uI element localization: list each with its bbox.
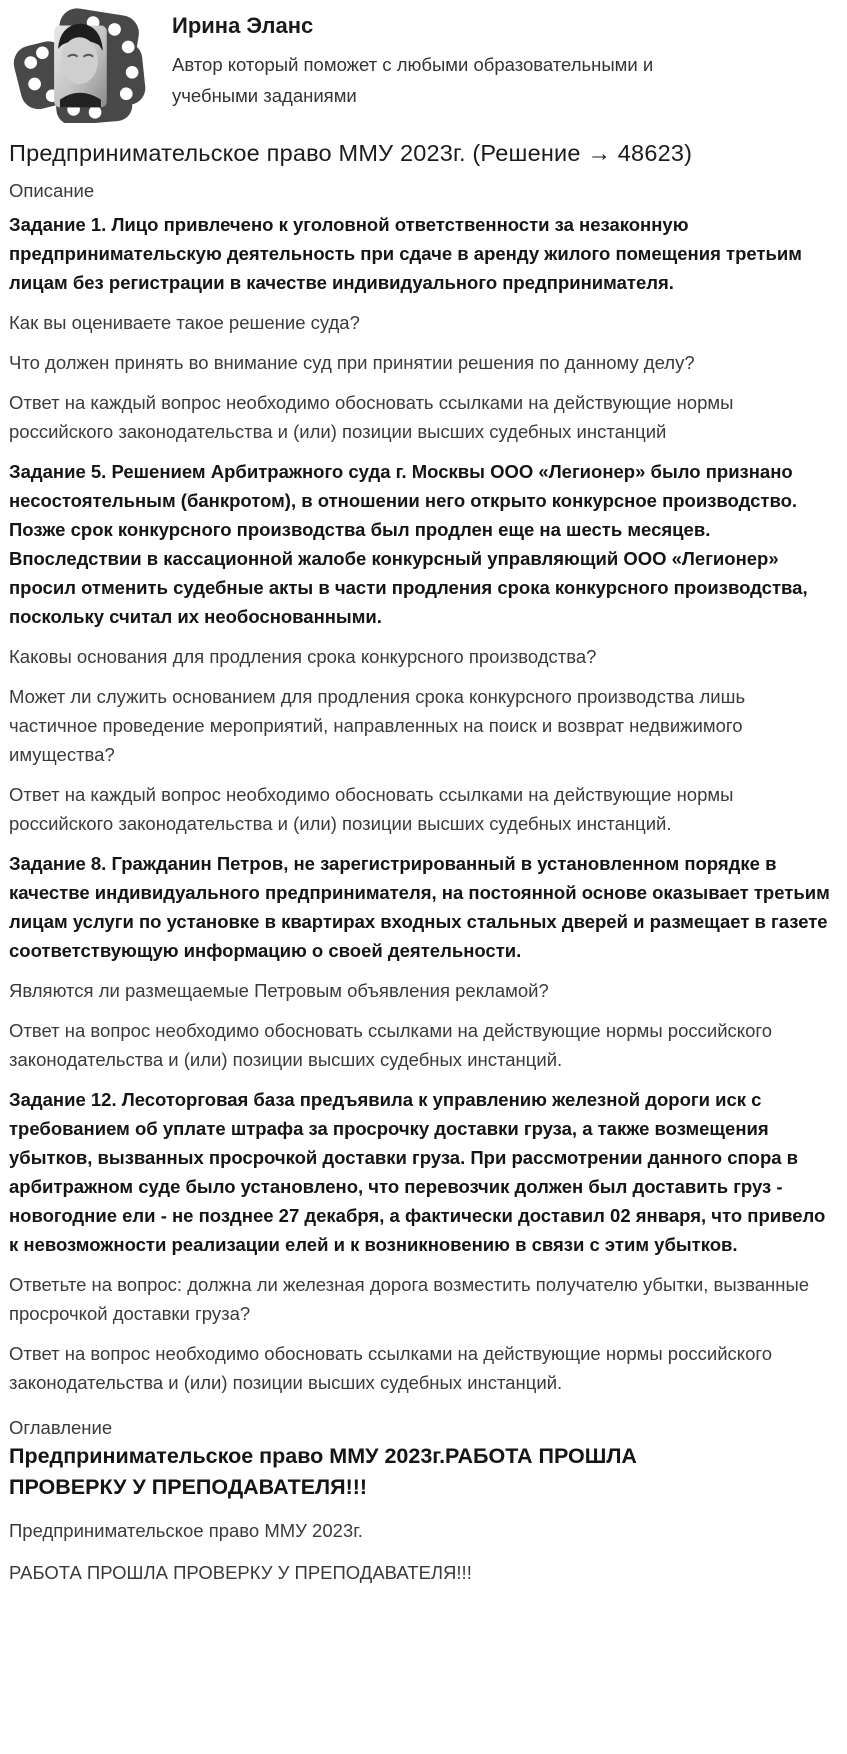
- toc-item: РАБОТА ПРОШЛА ПРОВЕРКУ У ПРЕПОДАВАТЕЛЯ!!!: [9, 1562, 472, 1583]
- paragraph: Что должен принять во внимание суд при принятии решения по данному делу?: [9, 352, 695, 373]
- page-title: Предпринимательское право ММУ 2023г. (Решение → 48623): [9, 140, 693, 166]
- paragraph: Каковы основания для продления срока конкурсного производства?: [9, 646, 597, 667]
- paragraph: Ответ на каждый вопрос необходимо обосновать ссылками на действующие нормы российского законодательства и (или) позиции высших судебных инстанций: [9, 392, 734, 442]
- paragraph: Являются ли размещаемые Петровым объявления рекламой?: [9, 980, 549, 1001]
- paragraph: Ответьте на вопрос: должна ли железная дорога возместить получателю убытки, вызванные просрочкой доставки груза?: [9, 1274, 810, 1324]
- author-description: Автор который поможет с любыми образовательными и учебными заданиями: [172, 54, 654, 106]
- author-avatar: [9, 6, 146, 123]
- toc-item: Предпринимательское право ММУ 2023г.: [9, 1520, 363, 1541]
- toc-items: [9, 1516, 835, 1587]
- paragraph: Ответ на вопрос необходимо обосновать ссылками на действующие нормы российского законодательства и (или) позиции высших судебных инстанций.: [9, 1343, 773, 1393]
- toc-heading: Предпринимательское право ММУ 2023г.РАБОТА ПРОШЛА ПРОВЕРКУ У ПРЕПОДАВАТЕЛЯ!!!: [9, 1444, 637, 1499]
- paragraph: Ответ на каждый вопрос необходимо обосновать ссылками на действующие нормы российского законодательства и (или) позиции высших судебных инстанций.: [9, 784, 734, 834]
- description-paragraphs: [9, 210, 833, 1397]
- author-header: [9, 6, 835, 124]
- author-name: Ирина Эланс: [172, 13, 314, 38]
- task-paragraph: Задание 1. Лицо привлечено к уголовной ответственности за незаконную предпринимательскую деятельность при сдаче в аренду жилого помещения третьим лицам без регистрации в качестве индивидуального предпринимателя.: [9, 214, 802, 293]
- toc-label: Оглавление: [9, 1417, 113, 1438]
- paragraph: Как вы оцениваете такое решение суда?: [9, 312, 360, 333]
- paragraph: Ответ на вопрос необходимо обосновать ссылками на действующие нормы российского законодательства и (или) позиции высших судебных инстанций.: [9, 1020, 773, 1070]
- paragraph: Может ли служить основанием для продления срока конкурсного производства лишь частичное проведение мероприятий, направленных на поиск и возврат недвижимого имущества?: [9, 686, 746, 765]
- author-info: [172, 6, 732, 111]
- portrait-collage-icon: [9, 6, 146, 123]
- task-paragraph: Задание 8. Гражданин Петров, не зарегистрированный в установленном порядке в качестве индивидуального предпринимателя, на постоянной основе оказывает третьим лицам услуги по установке в квартирах входных стальных дверей и размещает в газете соответствующую информацию о своей деятельности.: [9, 853, 830, 961]
- task-paragraph: Задание 12. Лесоторговая база предъявила к управлению железной дороги иск с требованием об уплате штрафа за просрочку доставки груза, а также возмещения убытков, вызванных просрочкой доставки груза. При рассмотрении данного спора в арбитражном суде было установлено, что перевозчик должен был доставить груз - новогодние ели - не позднее 27 декабря, а фактически доставил 02 января, что привело к невозможности реализации елей и к возникновению в связи с этим убытков.: [9, 1089, 826, 1255]
- description-label: Описание: [9, 180, 95, 201]
- task-paragraph: Задание 5. Решением Арбитражного суда г. Москвы ООО «Легионер» было признано несостоятельным (банкротом), в отношении него открыто конкурсное производство. Позже срок конкурсного производства был продлен еще на шесть месяцев. Впоследствии в кассационной жалобе конкурсный управляющий ООО «Легионер» просил отменить судебные акты в части продления срока конкурсного производства, поскольку считал их необоснованными.: [9, 461, 808, 627]
